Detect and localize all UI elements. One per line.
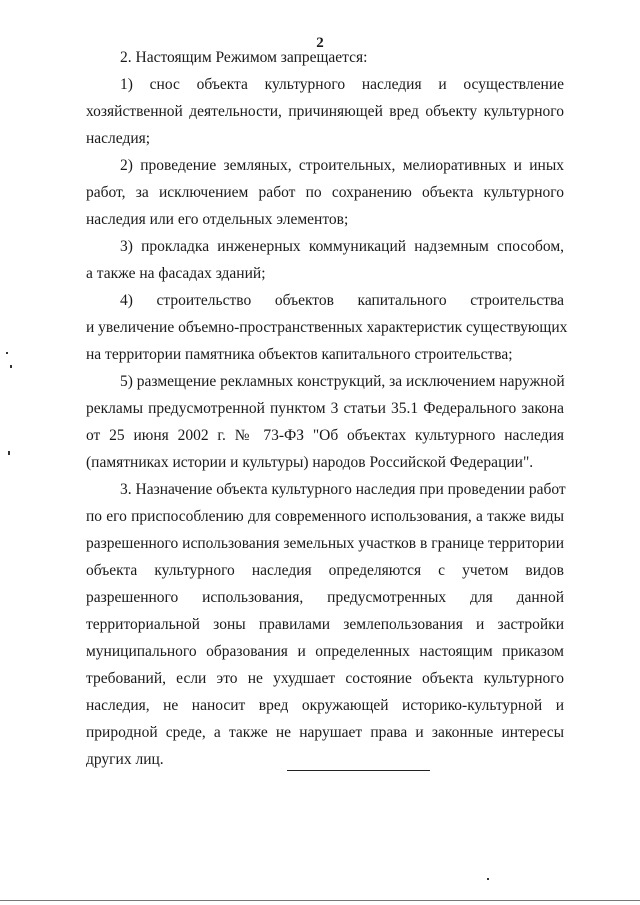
paragraph-line: наследия, не наносит вред окружающей историко-культурной и [86, 697, 564, 714]
paragraph-line: разрешенного использования земельных участков в границе территории [86, 535, 564, 552]
paragraph-line: работ, за исключением работ по сохранению объекта культурного [86, 184, 564, 201]
paragraph-line: и увеличение объемно-пространственных характеристик существующих [86, 319, 568, 336]
scan-speck [487, 878, 489, 880]
paragraph-line: 2) проведение земляных, строительных, мелиоративных и иных [120, 157, 564, 174]
paragraph-line: 3. Назначение объекта культурного наследия при проведении работ [120, 481, 566, 498]
paragraph-line: 4) строительство объектов капитального строительства [120, 292, 564, 309]
paragraph-line: разрешенного использования, предусмотренных для данной [86, 589, 564, 606]
paragraph-line: требований, если это не ухудшает состояние объекта культурного [86, 670, 564, 687]
paragraph-line: объекта культурного наследия определяются с учетом видов [86, 562, 564, 579]
page-bottom-edge [0, 900, 640, 901]
paragraph-line: наследия; [86, 130, 151, 147]
paragraph-line: рекламы предусмотренной пунктом 3 статьи 35.1 Федерального закона [86, 400, 564, 417]
paragraph-line: 1) снос объекта культурного наследия и осуществление [120, 76, 564, 93]
paragraph-line: от 25 июня 2002 г. № 73-ФЗ "Об объектах культурного наследия [86, 427, 564, 444]
scan-speck [10, 365, 12, 368]
paragraph-line: (памятниках истории и культуры) народов Российской Федерации". [86, 454, 534, 471]
paragraph-line: 5) размещение рекламных конструкций, за исключением наружной [120, 373, 565, 390]
paragraph-line: территориальной зоны правилами землепользования и застройки [86, 616, 564, 633]
scan-speck [8, 451, 10, 455]
paragraph-line: на территории памятника объектов капитального строительства; [86, 346, 513, 363]
paragraph-line: хозяйственной деятельности, причиняющей вред объекту культурного [86, 103, 564, 120]
paragraph-line: а также на фасадах зданий; [86, 265, 266, 282]
paragraph-line: муниципального образования и определенных настоящим приказом [86, 643, 564, 660]
paragraph-line: наследия или его отдельных элементов; [86, 211, 349, 228]
paragraph-line: природной среде, а также не нарушает права и законные интересы [86, 724, 564, 741]
item-2-heading: 2. Настоящим Режимом запрещается: [120, 49, 368, 66]
paragraph-line: 3) прокладка инженерных коммуникаций надземным способом, [120, 238, 564, 255]
paragraph-line: других лиц. [86, 751, 164, 768]
page-number: 2 [316, 35, 324, 51]
scan-speck [6, 352, 8, 354]
end-rule [287, 770, 430, 771]
paragraph-line: по его приспособлению для современного использования, а также виды [86, 508, 564, 525]
